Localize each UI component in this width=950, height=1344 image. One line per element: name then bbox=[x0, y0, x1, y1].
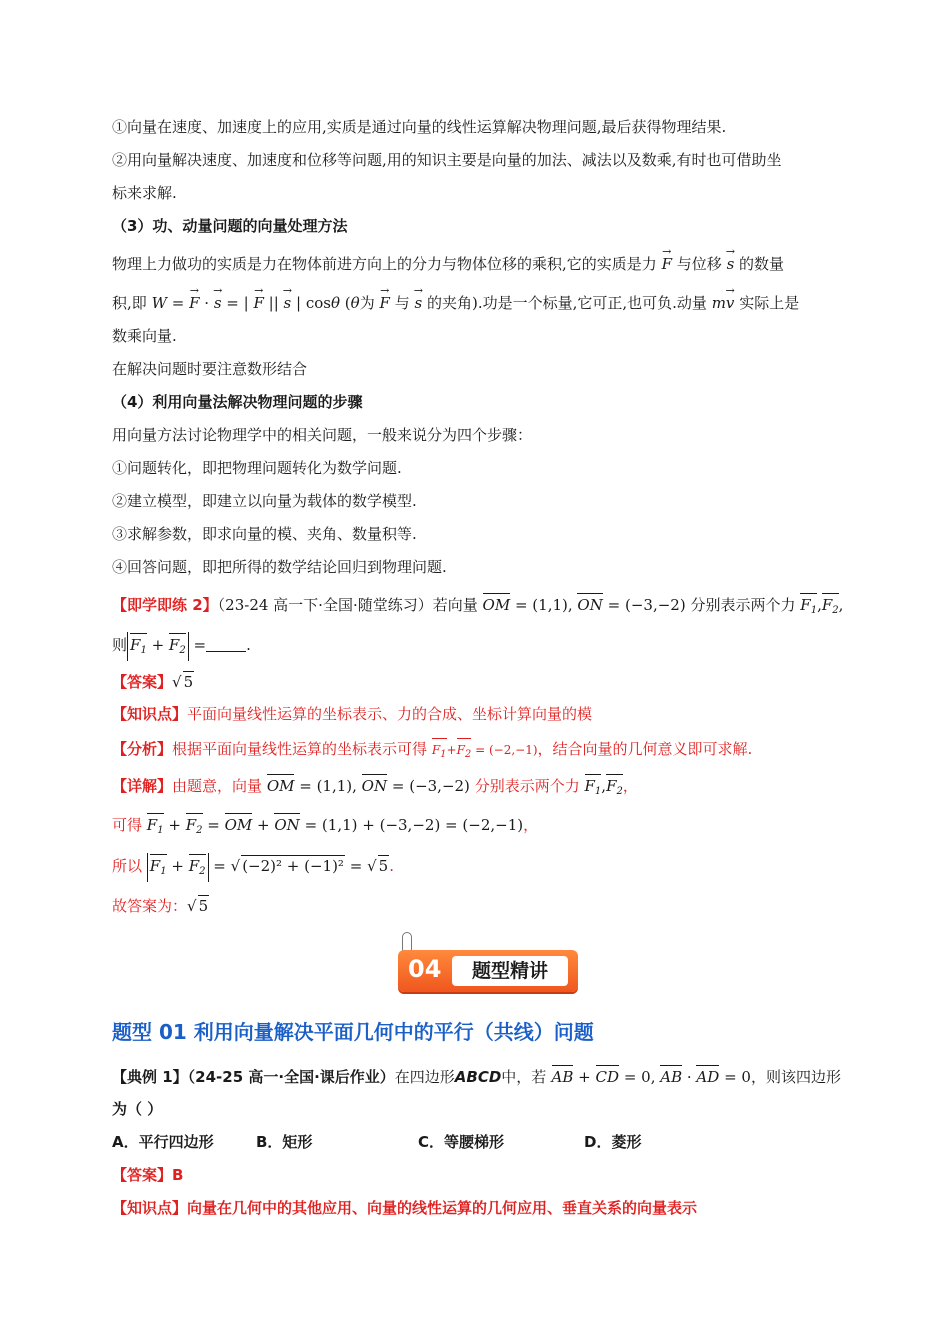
text: 分别表示两个力 bbox=[690, 596, 796, 614]
text: 则 bbox=[112, 636, 128, 654]
example-source: （24-25 高一·全国·课后作业） bbox=[187, 1068, 395, 1086]
step-1: ①问题转化，即把物理问题转化为数学问题. bbox=[112, 459, 402, 477]
text: 物理上力做功的实质是力在物体前进方向上的分力与物体位移的乘积,它的实质是力 bbox=[112, 255, 657, 273]
banner-label: 题型精讲 bbox=[452, 956, 568, 986]
answer-line: 【答案】√ 5 bbox=[112, 673, 194, 691]
vector-v: → v bbox=[726, 289, 734, 313]
detail-3: 所以 $F_1 + F_2$ = √ (−2)² + (−1)² = √ 5. bbox=[112, 853, 394, 882]
vector-F: → F bbox=[379, 289, 389, 313]
text: 若向量 bbox=[432, 596, 478, 614]
radicand: (−2)² + (−1)² bbox=[242, 857, 344, 875]
step-2: ②建立模型，即建立以向量为载体的数学模型. bbox=[112, 492, 417, 510]
text: 与 bbox=[394, 294, 410, 312]
text: 中，若 bbox=[501, 1068, 547, 1086]
text: 可得 bbox=[112, 816, 143, 834]
option-a[interactable]: A．平行四边形 bbox=[112, 1133, 214, 1151]
heading-3: （3）功、动量问题的向量处理方法 bbox=[112, 217, 348, 235]
step-4: ④回答问题，即把所得的数学结论回归到物理问题. bbox=[112, 558, 447, 576]
knowledge-point bbox=[112, 704, 592, 724]
section-banner bbox=[398, 946, 580, 996]
theta: θ bbox=[350, 294, 360, 312]
paragraph-2a: ②用向量解决速度、加速度和位移等问题,用的知识主要是向量的加法、减法以及数乘,有时也可借助坐 bbox=[112, 151, 782, 169]
text: ( bbox=[344, 294, 351, 312]
paragraph-4: 在解决问题时要注意数形结合 bbox=[112, 360, 308, 378]
text: 在四边形 bbox=[394, 1068, 455, 1086]
text: 根据平面向量线性运算的坐标表示可得 bbox=[172, 740, 428, 758]
text: 由题意，向量 bbox=[172, 777, 263, 795]
text: 实际上是 bbox=[739, 294, 800, 312]
paragraph-3a bbox=[112, 250, 784, 274]
shape-name: ABCD bbox=[454, 1068, 502, 1086]
text: 的夹角).功是一个标量,它可正,也可负.动量 bbox=[426, 294, 707, 312]
text: ，则该四边形 bbox=[750, 1068, 841, 1086]
options-row bbox=[112, 1132, 641, 1152]
text: = bbox=[349, 857, 363, 875]
answer-blank bbox=[206, 637, 246, 652]
final-answer: 故答案为：√ 5 bbox=[112, 897, 209, 915]
text: 所以 bbox=[112, 857, 143, 875]
analysis-tag: 【分析】 bbox=[112, 740, 173, 758]
vector-OM: OM bbox=[483, 592, 511, 615]
text: = bbox=[193, 636, 207, 654]
vector-F2: $F_2$ bbox=[822, 592, 839, 621]
text: 分别表示两个力 bbox=[474, 777, 580, 795]
theta: θ bbox=[330, 294, 341, 312]
mass: m bbox=[711, 294, 726, 312]
kp-text: 平面向量线性运算的坐标表示、力的合成、坐标计算向量的模 bbox=[187, 705, 593, 723]
kp-text: 向量在几何中的其他应用、向量的线性运算的几何应用、垂直关系的向量表示 bbox=[187, 1199, 698, 1217]
analysis: 【分析】根据平面向量线性运算的坐标表示可得 $F_1+F_2 = (-2,-1)$，结合向量的几何意义即可求解. bbox=[112, 737, 752, 765]
text: = (−2,−1) bbox=[475, 743, 538, 757]
example-1-question: 【典例 1】（24-25 高一·全国·课后作业）在四边形ABCD中，若 AB + CD = 0, AB · AD = 0，则该四边形 bbox=[112, 1064, 841, 1087]
paragraph-2b: 标来求解. bbox=[112, 184, 177, 202]
answer-value: B bbox=[172, 1166, 184, 1184]
formula: W = bbox=[151, 294, 190, 312]
exercise-2-question: 【即学即练 2】（23-24 高一下·全国·随堂练习）若向量 OM = (1,1), ON = (−3,−2) 分别表示两个力 $F_1,F_2$, bbox=[112, 592, 843, 621]
kp-tag: 【知识点】 bbox=[112, 1199, 188, 1217]
text: 与位移 bbox=[676, 255, 722, 273]
step-3: ③求解参数，即求向量的模、夹角、数量积等. bbox=[112, 525, 417, 543]
text: = 0 bbox=[724, 1068, 751, 1086]
vector-F: → F bbox=[189, 289, 199, 313]
vector-s: → s bbox=[414, 289, 422, 313]
text: = 0, bbox=[623, 1068, 656, 1086]
vector-F1: $F_1$ bbox=[800, 592, 817, 621]
exercise-source: （23-24 高一下·全国·随堂练习） bbox=[217, 596, 433, 614]
example-1-question-line2: 为（ ） bbox=[112, 1100, 163, 1118]
detail-2: 可得 $F_1 + F_2$ = OM + ON = (1,1) + (−3,−2) = (−2,−1)， bbox=[112, 812, 538, 841]
text: 积,即 bbox=[112, 294, 147, 312]
text: = bbox=[213, 857, 226, 875]
text: = (1,1) + (−3,−2) = (−2,−1) bbox=[304, 816, 524, 834]
text: ，结合向量的几何意义即可求解. bbox=[537, 740, 753, 758]
vector-s: → s bbox=[727, 250, 735, 274]
vector-F: → F bbox=[662, 250, 672, 274]
text: 的数量 bbox=[739, 255, 785, 273]
banner-number: 04 bbox=[408, 955, 442, 983]
text: = (1,1), bbox=[514, 596, 573, 614]
exercise-2-question-line2: 则 $F_1 + F_2$ = . bbox=[112, 632, 251, 661]
option-d[interactable]: D．菱形 bbox=[584, 1133, 642, 1151]
kp-tag: 【知识点】 bbox=[112, 705, 188, 723]
example-1-knowledge-point bbox=[112, 1198, 697, 1218]
vector-s: → s bbox=[284, 289, 292, 313]
example-1-answer bbox=[112, 1165, 183, 1185]
example-tag: 【典例 1】 bbox=[112, 1068, 188, 1086]
paragraph-1: ①向量在速度、加速度上的应用,实质是通过向量的线性运算解决物理问题,最后获得物理结果. bbox=[112, 118, 727, 136]
option-c[interactable]: C．等腰梯形 bbox=[418, 1133, 505, 1151]
paragraph-3b: 积,即 W = → F · → s = | → F || → s | cosθ (θ为 → F 与 → s 的夹角).功是一个标量,它可正,也可负.动量 m→ v 实际上是 bbox=[112, 289, 799, 313]
text: 故答案为： bbox=[112, 897, 188, 915]
exercise-tag: 【即学即练 2】 bbox=[112, 596, 218, 614]
text: = (−3,−2) bbox=[607, 596, 686, 614]
section-title: 题型 01 利用向量解决平面几何中的平行（共线）问题 bbox=[112, 1020, 594, 1044]
vector-F: → F bbox=[253, 289, 263, 313]
vector-ON: ON bbox=[577, 592, 602, 615]
answer-tag: 【答案】 bbox=[112, 1166, 173, 1184]
magnitude: $F_1 + F_2$ bbox=[127, 632, 189, 661]
option-b[interactable]: B．矩形 bbox=[256, 1133, 313, 1151]
answer-tag: 【答案】 bbox=[112, 673, 173, 691]
vector-s: → s bbox=[214, 289, 222, 313]
paragraph-3c: 数乘向量. bbox=[112, 327, 177, 345]
final-value: 5 bbox=[198, 897, 209, 915]
answer-value: 5 bbox=[183, 673, 194, 691]
detail-1: 【详解】由题意，向量 OM = (1,1), ON = (−3,−2) 分别表示两个力 $F_1,F_2$， bbox=[112, 773, 638, 802]
paragraph-5: 用向量方法讨论物理学中的相关问题，一般来说分为四个步骤： bbox=[112, 426, 533, 444]
detail-tag: 【详解】 bbox=[112, 777, 173, 795]
heading-4: （4）利用向量法解决物理问题的步骤 bbox=[112, 393, 363, 411]
result: 5 bbox=[378, 857, 389, 875]
text: 为 bbox=[359, 294, 375, 312]
